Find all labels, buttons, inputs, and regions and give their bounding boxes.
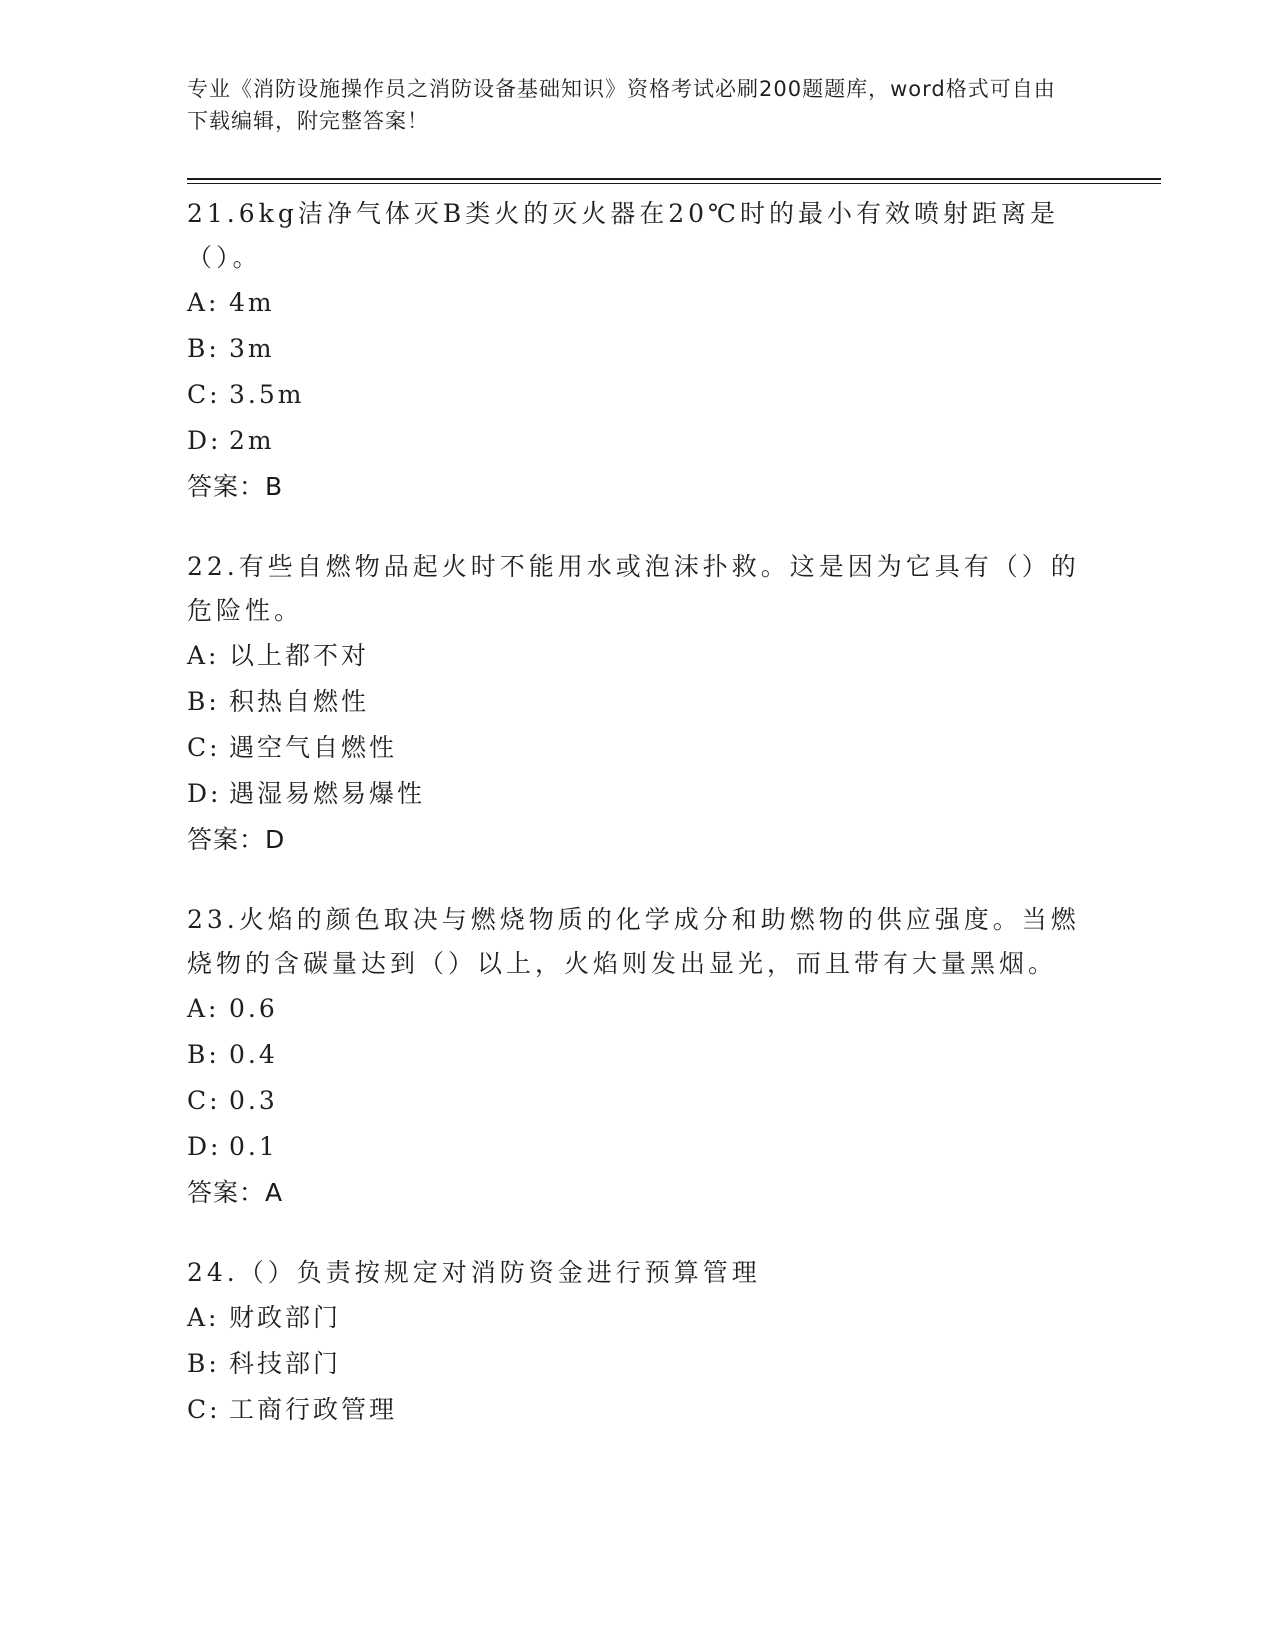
question-23 [187,898,1087,1216]
option-letter: C: [187,1086,221,1115]
option-text: 0.6 [229,994,278,1023]
option-d [187,771,1087,817]
option-text: 3m [229,334,275,363]
option-a [187,280,1087,326]
question-list [187,192,1087,1468]
option-letter: A: [187,641,220,670]
option-letter: B: [187,1040,220,1069]
option-b [187,1341,1087,1387]
option-text: 以上都不对 [229,641,370,670]
question-stem: 21.6kg洁净气体灭B类火的灭火器在20℃时的最小有效喷射距离是（）。 [187,199,1059,272]
option-d [187,418,1087,464]
option-letter: A: [187,1303,220,1332]
option-c [187,372,1087,418]
option-text: 0.3 [229,1086,278,1115]
option-text: 3.5m [229,380,305,409]
option-letter: C: [187,380,221,409]
option-letter: A: [187,994,220,1023]
option-text: 科技部门 [229,1349,342,1378]
option-letter: D: [187,1132,222,1161]
option-b [187,326,1087,372]
option-text: 遇空气自燃性 [229,733,398,762]
option-d [187,1124,1087,1170]
option-letter: B: [187,687,220,716]
option-text: 4m [229,288,275,317]
option-b [187,1032,1087,1078]
header-rule-thin [187,183,1161,184]
answer-line: 答案：A [187,1178,284,1207]
option-text: 2m [229,426,275,455]
option-b [187,679,1087,725]
option-text: 0.4 [229,1040,278,1069]
option-letter: B: [187,334,220,363]
document-intro: 专业《消防设施操作员之消防设备基础知识》资格考试必刷200题题库，word格式可自由下载编辑，附完整答案！ [187,77,1056,133]
question-stem: 24.（）负责按规定对消防资金进行预算管理 [187,1258,761,1287]
option-text: 遇湿易燃易爆性 [229,779,426,808]
option-c [187,1387,1087,1433]
header-rule-thick [187,178,1161,180]
option-letter: D: [187,779,222,808]
question-21 [187,192,1087,510]
option-letter: D: [187,426,222,455]
question-stem: 22.有些自燃物品起火时不能用水或泡沫扑救。这是因为它具有（）的危险性。 [187,552,1080,625]
option-a [187,1295,1087,1341]
answer-line: 答案：B [187,472,284,501]
option-a [187,633,1087,679]
question-stem: 23.火焰的颜色取决与燃烧物质的化学成分和助燃物的供应强度。当燃烧物的含碳量达到（）以上，火焰则发出显光，而且带有大量黑烟。 [187,905,1080,978]
option-text: 0.1 [229,1132,278,1161]
option-letter: C: [187,733,221,762]
option-letter: A: [187,288,220,317]
question-24 [187,1251,1087,1433]
answer-line: 答案：D [187,825,286,854]
option-text: 积热自燃性 [229,687,370,716]
option-c [187,1078,1087,1124]
option-text: 财政部门 [229,1303,342,1332]
question-22 [187,545,1087,863]
option-c [187,725,1087,771]
option-letter: C: [187,1395,221,1424]
option-letter: B: [187,1349,220,1378]
option-a [187,986,1087,1032]
option-text: 工商行政管理 [229,1395,398,1424]
